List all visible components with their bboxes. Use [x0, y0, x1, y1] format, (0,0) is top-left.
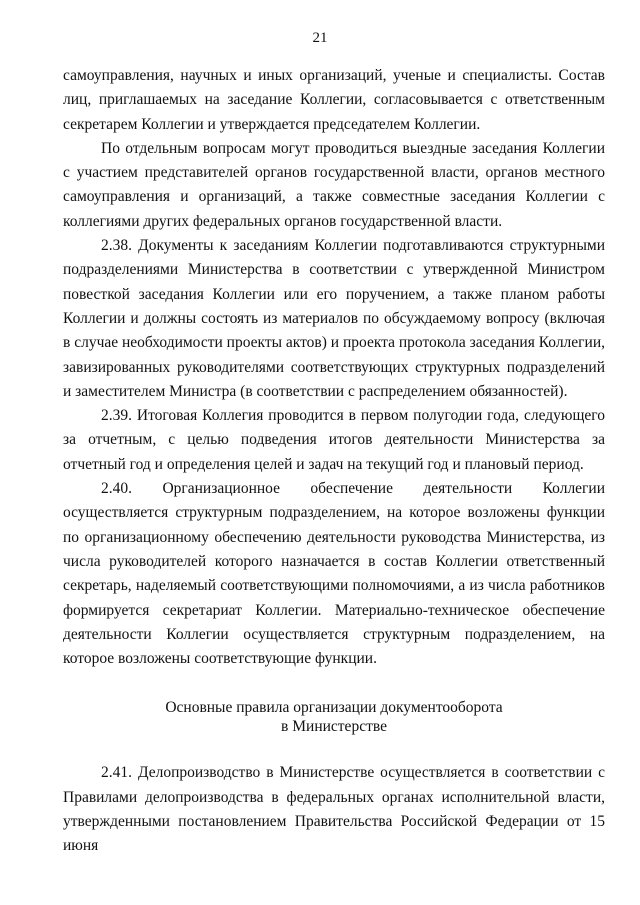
document-body — [63, 64, 605, 859]
section-heading-line2: в Министерстве — [281, 718, 387, 736]
paragraph-field-sessions: По отдельным вопросам могут проводиться выездные заседания Коллегии с участием представителей органов государственной власти, органов местного самоуправления и организаций, а также совместные заседания Коллегии с коллегиями других федеральных органов государственной власти. — [63, 139, 605, 230]
page-number: 21 — [312, 30, 328, 46]
paragraph-2-40: 2.40. Организационное обеспечение деятельности Коллегии осуществляется структурным подразделением, на которое возложены функции по организационному обеспечению деятельности руководства Министерства, из числа руководителей которого назначается в состав Коллегии ответственный секретарь, наделяемый соответствующими полномочиями, а из числа работников формируется секретариат Коллегии. Материально-техническое обеспечение деятельности Коллегии осуществляется структурным подразделением, на которое возложены соответствующие функции. — [63, 480, 605, 668]
paragraph-2-41: 2.41. Делопроизводство в Министерстве осуществляется в соответствии с Правилами делопроизводства в федеральных органах исполнительной власти, утвержденными постановлением Правительства Российской Федерации от 15 июня — [63, 764, 605, 855]
section-heading-line1: Основные правила организации документооборота — [165, 699, 503, 717]
paragraph-2-38: 2.38. Документы к заседаниям Коллегии подготавливаются структурными подразделениями Министерства в соответствии с утвержденной Министром повесткой заседания Коллегии или его поручением, а также планом работы Коллегии и должны состоять из материалов по обсуждаемому вопросу (включая в случае необходимости проекты актов) и проекта протокола заседания Коллегии, завизированных руководителями соответствующих структурных подразделений и заместителем Министра (в соответствии с распределением обязанностей). — [63, 237, 605, 400]
paragraph-continuation: самоуправления, научных и иных организаций, ученые и специалисты. Состав лиц, приглашаемых на заседание Коллегии, согласовывается с ответственным секретарем Коллегии и утверждается председателем Коллегии. — [63, 67, 605, 133]
section-heading — [63, 698, 605, 736]
paragraph-2-39: 2.39. Итоговая Коллегия проводится в первом полугодии года, следующего за отчетным, с целью подведения итогов деятельности Министерства за отчетный год и определения целей и задач на текущий год и плановый период. — [63, 407, 605, 473]
